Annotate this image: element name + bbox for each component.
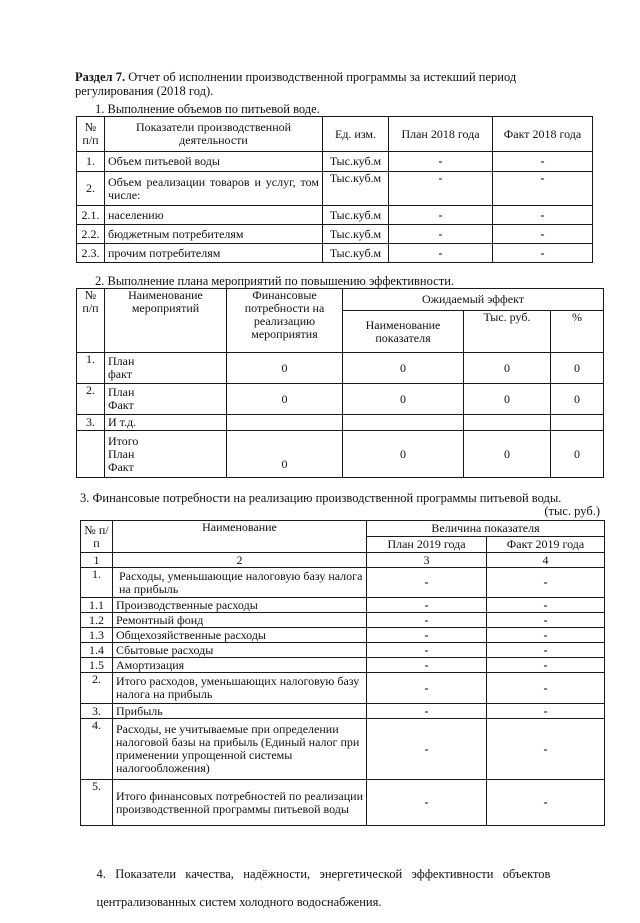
row-rub: 0 [464, 384, 551, 415]
header-plan: План 2018 года [389, 117, 493, 152]
table-row [81, 643, 605, 658]
table-row [81, 658, 605, 673]
table-header-row [77, 289, 604, 311]
row-name: Объем питьевой воды [105, 152, 323, 172]
row-num: 1.2 [81, 613, 113, 628]
table-row [81, 719, 605, 780]
row-fact: - [493, 172, 593, 206]
index-plan: 3 [367, 553, 487, 568]
table-financial-needs [80, 520, 605, 826]
row-pct: 0 [551, 431, 604, 478]
row-num [77, 431, 105, 478]
header-fact: Факт 2019 года [487, 537, 605, 553]
table-row [81, 568, 605, 598]
row-fact: - [493, 225, 593, 244]
row-num: 1. [81, 568, 113, 598]
row-pct: 0 [551, 384, 604, 415]
row-plan: - [367, 613, 487, 628]
header-financial-needs: Финансовые потребности на реализацию мероприятия [227, 289, 343, 353]
table-row [81, 628, 605, 643]
table-row [77, 206, 593, 225]
table-index-row [81, 553, 605, 568]
table-header-row [81, 521, 605, 537]
row-name: Объем реализации товаров и услуг, том числе: [105, 172, 323, 206]
row-pct [551, 415, 604, 431]
header-value: Величина показателя [367, 521, 605, 537]
table-row [77, 431, 604, 478]
row-name: Общехозяйственные расходы [113, 628, 367, 643]
row-num: 2. [81, 673, 113, 704]
section-title [75, 70, 590, 98]
row-name: Производственные расходы [113, 598, 367, 613]
row-fact: - [487, 613, 605, 628]
row-plan: - [367, 598, 487, 613]
row-indicator: 0 [343, 353, 464, 384]
row-num: 2.1. [77, 206, 105, 225]
row-fact: - [487, 643, 605, 658]
table-row [77, 225, 593, 244]
section-title-line1: Отчет об исполнении производственной программы за истекший период [128, 70, 517, 84]
index-fact: 4 [487, 553, 605, 568]
table2-heading: 2. Выполнение плана мероприятий по повышению эффективности. [95, 274, 455, 288]
header-thousand-rub: Тыс. руб. [464, 311, 551, 353]
row-num: 5. [81, 780, 113, 826]
section4-line1: 4. Показатели качества, надёжности, энергетической эффективности объектов [96, 867, 551, 881]
row-num: 3. [77, 415, 105, 431]
table-row [77, 384, 604, 415]
row-fact: - [487, 628, 605, 643]
row-plan: - [367, 719, 487, 780]
table-row [81, 780, 605, 826]
row-fin: 0 [227, 431, 343, 478]
section-lead: Раздел 7. [75, 70, 126, 84]
row-num: 4. [81, 719, 113, 780]
section4-line2: централизованных систем холодного водоснабжения. [96, 895, 382, 909]
table-row [77, 353, 604, 384]
row-plan: - [367, 628, 487, 643]
row-name: Итого План Факт [105, 431, 227, 478]
row-fact: - [493, 206, 593, 225]
row-plan: - [389, 225, 493, 244]
header-expected-effect: Ожидаемый эффект [343, 289, 604, 311]
row-num: 2.2. [77, 225, 105, 244]
header-num: № п/п [77, 289, 105, 353]
row-num: 1. [77, 353, 105, 384]
row-num: 3. [81, 704, 113, 719]
row-name: Ремонтный фонд [113, 613, 367, 628]
row-name: Амортизация [113, 658, 367, 673]
row-pct: 0 [551, 353, 604, 384]
table1-heading: 1. Выполнение объемов по питьевой воде. [95, 102, 320, 116]
row-rub: 0 [464, 353, 551, 384]
row-unit: Тыс.куб.м [323, 206, 389, 225]
row-plan: - [389, 244, 493, 263]
header-num: № п/п [77, 117, 105, 152]
row-num: 1. [77, 152, 105, 172]
row-unit: Тыс.куб.м [323, 152, 389, 172]
row-indicator: 0 [343, 431, 464, 478]
row-num: 2.3. [77, 244, 105, 263]
header-plan: План 2019 года [367, 537, 487, 553]
row-plan: - [389, 206, 493, 225]
row-name: И т.д. [105, 415, 227, 431]
row-fact: - [487, 673, 605, 704]
header-num: № п/п [81, 521, 113, 553]
row-name: Сбытовые расходы [113, 643, 367, 658]
row-unit: Тыс.куб.м [323, 244, 389, 263]
table-efficiency-plan [76, 288, 604, 478]
index-name: 2 [113, 553, 367, 568]
row-name: Итого расходов, уменьшающих налоговую базу налога на прибыль [113, 673, 367, 704]
section4-text [84, 853, 604, 923]
header-indicator-name: Наименование показателя [343, 311, 464, 353]
table3-heading: 3. Финансовые потребности на реализацию производственной программы питьевой воды. [80, 491, 562, 505]
row-num: 2. [77, 172, 105, 206]
row-name: населению [105, 206, 323, 225]
row-rub [464, 415, 551, 431]
row-name: прочим потребителям [105, 244, 323, 263]
row-fact: - [487, 568, 605, 598]
header-activity: Наименование мероприятий [105, 289, 227, 353]
row-rub: 0 [464, 431, 551, 478]
table3-units: (тыс. руб.) [544, 504, 600, 518]
row-fin [227, 415, 343, 431]
row-fact: - [487, 719, 605, 780]
row-plan: - [389, 152, 493, 172]
table-header-row [77, 117, 593, 152]
header-indicator: Показатели производственной деятельности [105, 117, 323, 152]
table-water-volumes [76, 116, 593, 263]
row-num: 1.1 [81, 598, 113, 613]
header-fact: Факт 2018 года [493, 117, 593, 152]
row-num: 1.5 [81, 658, 113, 673]
index-num: 1 [81, 553, 113, 568]
table-row [81, 704, 605, 719]
row-plan: - [367, 658, 487, 673]
row-name: Расходы, не учитываемые при определении налоговой базы на прибыль (Единый налог при применении упрощенной системы налогообложения) [113, 719, 367, 780]
row-name: бюджетным потребителям [105, 225, 323, 244]
row-num: 1.4 [81, 643, 113, 658]
row-fact: - [487, 780, 605, 826]
table-row [77, 172, 593, 206]
row-unit: Тыс.куб.м [323, 225, 389, 244]
row-plan: - [389, 172, 493, 206]
row-fact: - [487, 598, 605, 613]
table-row [81, 598, 605, 613]
table-row [77, 415, 604, 431]
row-name: Итого финансовых потребностей по реализации производственной программы питьевой воды [113, 780, 367, 826]
row-plan: - [367, 673, 487, 704]
table-row [81, 613, 605, 628]
row-num: 1.3 [81, 628, 113, 643]
row-fact: - [493, 244, 593, 263]
header-percent: % [551, 311, 604, 353]
row-plan: - [367, 780, 487, 826]
row-plan: - [367, 704, 487, 719]
table-row [77, 152, 593, 172]
row-indicator: 0 [343, 384, 464, 415]
row-name: План факт [105, 353, 227, 384]
row-plan: - [367, 568, 487, 598]
row-fact: - [487, 658, 605, 673]
row-num: 2. [77, 384, 105, 415]
row-name: Расходы, уменьшающие налоговую базу налога на прибыль [113, 568, 367, 598]
row-fin: 0 [227, 384, 343, 415]
row-fin: 0 [227, 353, 343, 384]
table-row [81, 673, 605, 704]
header-name: Наименование [113, 521, 367, 553]
row-fact: - [487, 704, 605, 719]
row-name: План Факт [105, 384, 227, 415]
row-fact: - [493, 152, 593, 172]
row-indicator [343, 415, 464, 431]
header-unit: Ед. изм. [323, 117, 389, 152]
row-plan: - [367, 643, 487, 658]
row-name: Прибыль [113, 704, 367, 719]
row-unit: Тыс.куб.м [323, 172, 389, 206]
section-title-line2: регулирования (2018 год). [75, 84, 214, 98]
table-row [77, 244, 593, 263]
